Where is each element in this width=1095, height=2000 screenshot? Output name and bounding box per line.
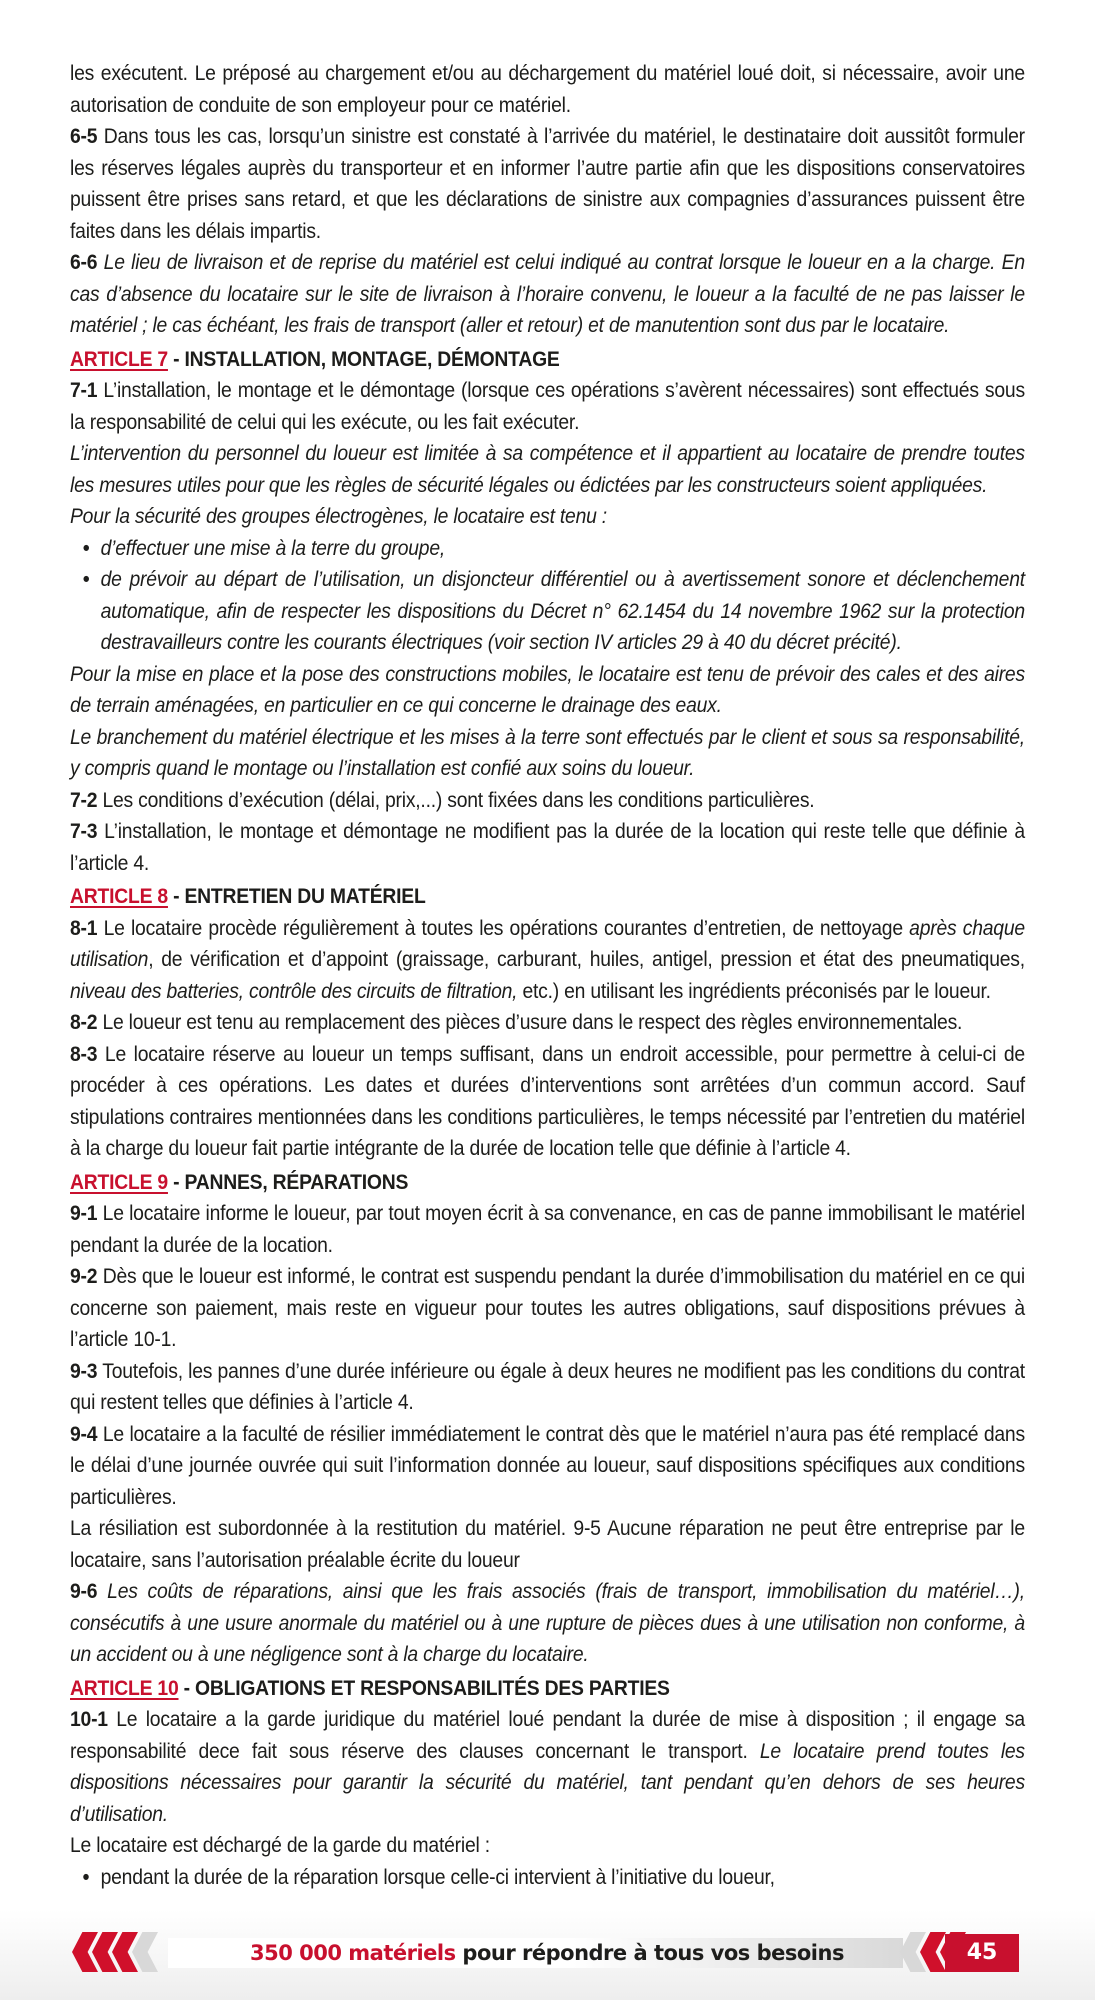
paragraph-10-1: 10-1 Le locataire a la garde juridique du matériel loué pendant la durée de mise à disposition ; il engage sa responsabilité dece fait sous réserve des clauses concernant le transport. Le locataire prend toutes les dispositions nécessaires pour garantir la sécurité du matériel, tant pendant qu’en dehors de ses heures d’utilisation. (70, 1707, 1025, 1826)
paragraph-7-1-italic-3: Pour la mise en place et la pose des constructions mobiles, le locataire est tenu de prévoir des cales et des aires de terrain aménagées, en particulier en ce qui concerne le drainage des eaux. (70, 661, 1025, 717)
page-footer (0, 1910, 1095, 2000)
clause-number: 9-3 (70, 1358, 98, 1383)
paragraph-6-5: 6-5 Dans tous les cas, lorsqu’un sinistre est constaté à l’arrivée du matériel, le destinataire doit aussitôt formuler les réserves légales auprès du transporteur et en informer l’autre partie afin que les dispositions conservatoires puissent être prises sans retard, et que les déclarations de sinistre aux compagnies d’assurances puissent être faites dans les délais impartis. (70, 124, 1025, 243)
paragraph-9-4: 9-4 Le locataire a la faculté de résilier immédiatement le contrat dès que le matériel n’aura pas été remplacé dans le délai d’une journée ouvrée qui suit l’information donnée au loueur, sauf dispositions spécifiques aux conditions particulières. (70, 1421, 1025, 1509)
clause-number: 10-1 (70, 1707, 108, 1731)
paragraph-7-3: 7-3 L’installation, le montage et démontage ne modifient pas la durée de la location qui reste telle que définie à l’article 4. (70, 819, 1025, 875)
paragraph-10-1-custody: Le locataire est déchargé de la garde du matériel : (70, 1833, 490, 1857)
article-title: - INSTALLATION, MONTAGE, DÉMONTAGE (167, 346, 560, 371)
article-8-heading (70, 881, 1025, 913)
clause-number: 8-2 (70, 1010, 98, 1034)
paragraph-7-1-italic-4: Le branchement du matériel électrique et les mises à la terre sont effectués par le client et sous sa responsabilité, y compris quand le montage ou l’installation est confié aux soins du loueur. (70, 724, 1025, 780)
article-9-heading (70, 1167, 1025, 1199)
clause-number: 7-1 (70, 378, 98, 402)
clause-number: 7-2 (70, 787, 98, 812)
article-label: ARTICLE 9 (70, 1169, 168, 1194)
clause-number: 9-6 (70, 1579, 98, 1603)
article-title: - PANNES, RÉPARATIONS (167, 1169, 409, 1194)
article-label: ARTICLE 7 (70, 346, 168, 371)
paragraph-8-3: 8-3 Le locataire réserve au loueur un temps suffisant, dans un endroit accessible, pour permettre à celui-ci de procéder à ces opérations. Les dates et durées d’interventions sont arrêtées d’un commun accord. Sauf stipulations contraires mentionnées dans les conditions particulières, le temps nécessité par l’entretien du matériel à la charge du loueur fait partie intégrante de la durée de location telle que définie à l’article 4. (70, 1041, 1025, 1160)
clause-number: 9-2 (70, 1264, 98, 1288)
list-item: • d’effectuer une mise à la terre du groupe, (83, 533, 1025, 565)
article-title: - ENTRETIEN DU MATÉRIEL (167, 884, 426, 908)
paragraph-6-4-continuation: les exécutent. Le préposé au chargement et/ou au déchargement du matériel loué doit, si nécessaire, avoir une autorisation de conduite de son employeur pour ce matériel. (70, 61, 1025, 117)
clause-number: 8-3 (70, 1041, 98, 1066)
clause-number: 9-4 (70, 1421, 98, 1446)
article-label: ARTICLE 10 (70, 1675, 179, 1700)
clause-number: 6-5 (70, 124, 98, 148)
paragraph-7-1-italic-2: Pour la sécurité des groupes électrogènes, le locataire est tenu : (70, 504, 607, 528)
clause-number: 7-3 (70, 819, 98, 843)
bullet-list-generators (70, 533, 1025, 659)
article-7-heading (70, 344, 1025, 376)
paragraph-9-1: 9-1 Le locataire informe le loueur, par tout moyen écrit à sa convenance, en cas de panne immobilisant le matériel pendant la durée de la location. (70, 1201, 1025, 1257)
clause-number: 8-1 (70, 915, 98, 940)
paragraph-9-3: 9-3 Toutefois, les pannes d’une durée inférieure ou égale à deux heures ne modifient pas les conditions du contrat qui restent telles que définies à l’article 4. (70, 1358, 1025, 1414)
document-body (70, 58, 1025, 1893)
paragraph-7-2: 7-2 Les conditions d’exécution (délai, prix,...) sont fixées dans les conditions particulières. (70, 787, 815, 812)
paragraph-6-6: 6-6 Le lieu de livraison et de reprise du matériel est celui indiqué au contrat lorsque le loueur en a la charge. En cas d’absence du locataire sur le site de livraison à l’horaire convenu, le loueur a la faculté de ne pas laisser le matériel ; le cas échéant, les frais de transport (aller et retour) et de manutention sont dus par le locataire. (70, 250, 1025, 337)
chevron-left-icon (72, 1932, 152, 1972)
paragraph-8-1: 8-1 Le locataire procède régulièrement à toutes les opérations courantes d’entretien, de nettoyage après chaque utilisation, de vérification et d’appoint (graissage, carburant, huiles, antigel, pression et état des pneumatiques, niveau des batteries, contrôle des circuits de filtration, etc.) en utilisant les ingrédients préconisés par le loueur. (70, 915, 1025, 1003)
clause-number: 6-6 (70, 250, 98, 274)
bullet-icon: • (82, 535, 90, 560)
paragraph-8-2: 8-2 Le loueur est tenu au remplacement des pièces d’usure dans le respect des règles environnementales. (70, 1010, 963, 1034)
paragraph-7-1: 7-1 L’installation, le montage et le démontage (lorsque ces opérations s’avèrent nécessaires) sont effectués sous la responsabilité de celui qui les exécute, ou les fait exécuter. (70, 378, 1025, 434)
paragraph-9-6: 9-6 Les coûts de réparations, ainsi que les frais associés (frais de transport, immobilisation du matériel…), consécutifs à une usure anormale du matériel ou à une rupture de pièces dues à une utilisation non conforme, à un accident ou à une négligence sont à la charge du locataire. (70, 1579, 1025, 1666)
paragraph-7-1-italic-1: L’intervention du personnel du loueur est limitée à sa compétence et il appartient au locataire de prendre toutes les mesures utiles pour que les règles de sécurité légales ou édictées par les constructeurs soient appliquées. (70, 441, 1025, 497)
bullet-icon: • (82, 1864, 90, 1889)
paragraph-9-2: 9-2 Dès que le loueur est informé, le contrat est suspendu pendant la durée d’immobilisation du matériel en ce qui concerne son paiement, mais reste en vigueur pour toutes les autres obligations, sauf dispositions prévues à l’article 10-1. (70, 1264, 1025, 1351)
clause-number: 9-1 (70, 1201, 98, 1225)
bullet-list-custody (70, 1862, 1025, 1894)
article-title: - OBLIGATIONS ET RESPONSABILITÉS DES PARTIES (178, 1675, 670, 1700)
paragraph-9-4-9-5: La résiliation est subordonnée à la restitution du matériel. 9-5 Aucune réparation ne peut être entreprise par le locataire, sans l’autorisation préalable écrite du loueur (70, 1516, 1025, 1572)
article-label: ARTICLE 8 (70, 884, 168, 908)
page-number: 45 (945, 1934, 1019, 1972)
article-10-heading (70, 1673, 1025, 1705)
list-item: • pendant la durée de la réparation lorsque celle-ci intervient à l’initiative du loueur, (83, 1862, 1025, 1894)
footer-tagline: 350 000 matériels pour répondre à tous vos besoins (250, 1941, 844, 1965)
list-item: • de prévoir au départ de l’utilisation, un disjoncteur différentiel ou à avertissement sonore et déclenchement automatique, afin de respecter les dispositions du Décret n° 62.1454 du 14 novembre 1962 sur la protection destravailleurs contre les courants électriques (voir section IV articles 29 à 40 du décret précité). (83, 564, 1025, 659)
bullet-icon: • (82, 567, 90, 591)
